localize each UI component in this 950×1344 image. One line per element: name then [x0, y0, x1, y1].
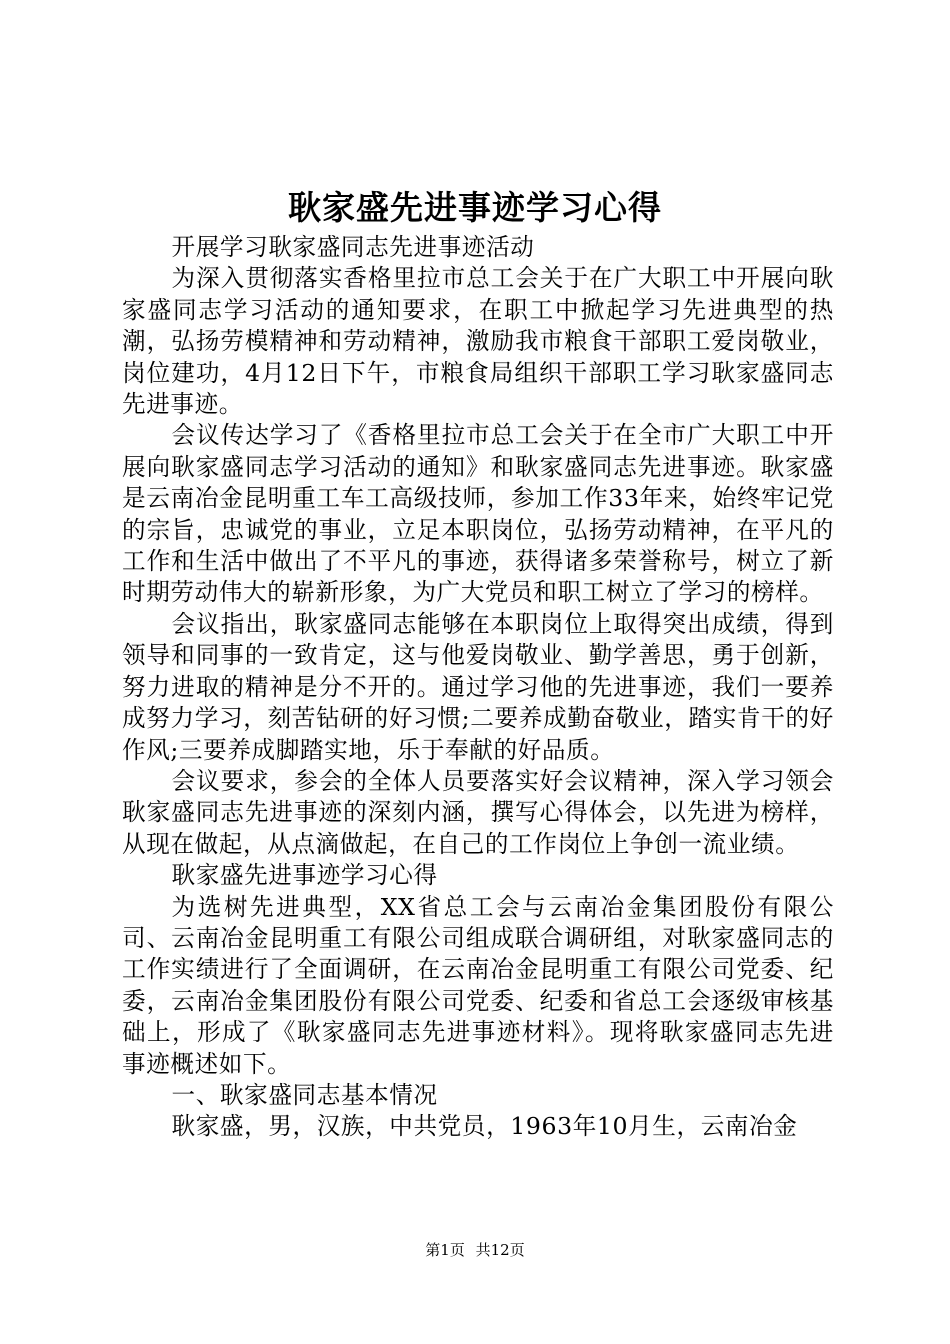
paragraph: 耿家盛，男，汉族，中共党员，1963年10月生，云南冶金 [171, 1112, 798, 1141]
paragraph: 会议要求，参会的全体人员要落实好会议精神，深入学习领会耿家盛同志先进事迹的深刻内涵，撰写心得体会，以先进为榜样，从现在做起，从点滴做起，在自己的工作岗位上争创一流业绩。 [122, 766, 834, 858]
paragraph: 会议指出，耿家盛同志能够在本职岗位上取得突出成绩，得到领导和同事的一致肯定，这与他爱岗敬业、勤学善思，勇于创新，努力进取的精神是分不开的。通过学习他的先进事迹，我们一要养成努力学习，刻苦钻研的好习惯;二要养成勤奋敬业，踏实肯干的好作风;三要养成脚踏实地，乐于奉献的好品质。 [122, 609, 834, 764]
page-number: 第1页 [425, 1241, 465, 1259]
page-total: 共12页 [475, 1241, 525, 1259]
paragraph: 开展学习耿家盛同志先进事迹活动 [171, 233, 535, 261]
page-footer [0, 1240, 950, 1260]
section-heading: 一、耿家盛同志基本情况 [171, 1080, 438, 1109]
document-title: 耿家盛先进事迹学习心得 [288, 188, 662, 227]
paragraph: 会议传达学习了《香格里拉市总工会关于在全市广大职工中开展向耿家盛同志学习活动的通知》和耿家盛同志先进事迹。耿家盛是云南冶金昆明重工车工高级技师，参加工作33年来，始终牢记党的宗旨，忠诚党的事业，立足本职岗位，弘扬劳动精神，在平凡的工作和生活中做出了不平凡的事迹，获得诸多荣誉称号，树立了新时期劳动伟大的崭新形象，为广大党员和职工树立了学习的榜样。 [122, 421, 834, 607]
paragraph: 为深入贯彻落实香格里拉市总工会关于在广大职工中开展向耿家盛同志学习活动的通知要求，在职工中掀起学习先进典型的热潮，弘扬劳模精神和劳动精神，激励我市粮食干部职工爱岗敬业，岗位建功，4月12日下午，市粮食局组织干部职工学习耿家盛同志先进事迹。 [122, 264, 834, 419]
section-heading: 耿家盛先进事迹学习心得 [171, 861, 438, 890]
document-body [122, 232, 834, 1143]
paragraph: 为选树先进典型，XX省总工会与云南冶金集团股份有限公司、云南冶金昆明重工有限公司组成联合调研组，对耿家盛同志的工作实绩进行了全面调研，在云南冶金昆明重工有限公司党委、纪委，云南冶金集团股份有限公司党委、纪委和省总工会逐级审核基础上，形成了《耿家盛同志先进事迹材料》。现将耿家盛同志先进事迹概述如下。 [122, 892, 834, 1078]
